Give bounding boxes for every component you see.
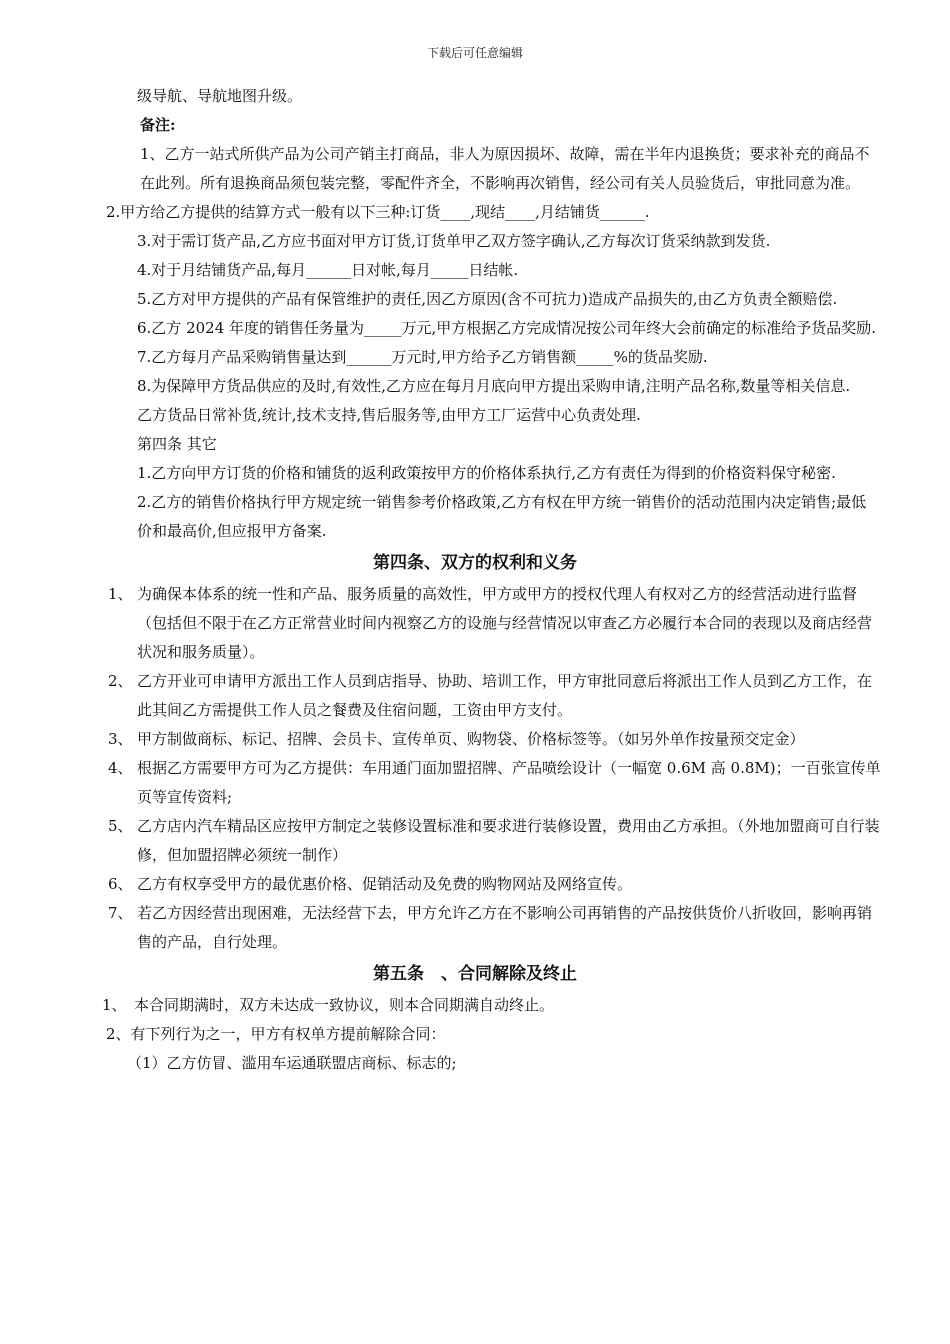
rights-text: 乙方有权享受甲方的最优惠价格、促销活动及免费的购物网站及网络宣传。 (137, 875, 633, 893)
rights-item (0, 580, 950, 667)
rights-num: 5、 (108, 817, 133, 835)
rights-num: 2、 (108, 672, 133, 690)
term-item-1: 1、 本合同期满时，双方未达成一致协议，则本合同期满自动终止。 (102, 996, 555, 1014)
page-header: 下载后可任意编辑 (426, 46, 523, 60)
intro-line: 级导航、导航地图升级。 (137, 87, 303, 105)
rights-text: 甲方制做商标、标记、招牌、会员卡、宣传单页、购物袋、价格标签等。（如另外单作按量预交定金） (137, 730, 805, 748)
item-2: 2.甲方给乙方提供的结算方式一般有以下三种:订货____,现结____,月结铺货______. (106, 203, 650, 221)
rights-item (0, 899, 950, 957)
rights-item (0, 667, 950, 725)
item-8: 8.为保障甲方货品供应的及时,有效性,乙方应在每月月底向甲方提出采购申请,注明产品名称,数量等相关信息. (137, 377, 851, 395)
item-4: 4.对于月结铺货产品,每月______日对帐,每月_____日结帐. (137, 261, 519, 279)
term-item-2-1: （1）乙方仿冒、滥用车运通联盟店商标、标志的; (127, 1054, 457, 1072)
rights-num: 7、 (108, 904, 133, 922)
remark-label: 备注: (140, 116, 176, 134)
article4-other-title: 第四条 其它 (137, 435, 217, 453)
rights-item (0, 812, 950, 870)
section4-title: 第四条、双方的权利和义务 (373, 553, 577, 573)
item-5: 5.乙方对甲方提供的产品有保管维护的责任,因乙方原因(含不可抗力)造成产品损失的,由乙方负责全额赔偿. (137, 290, 838, 308)
term-item-2: 2、有下列行为之一，甲方有权单方提前解除合同： (106, 1025, 446, 1043)
daily-service: 乙方货品日常补货,统计,技术支持,售后服务等,由甲方工厂运营中心负责处理. (137, 406, 641, 424)
rights-item (0, 870, 950, 899)
rights-text: 乙方店内汽车精品区应按甲方制定之装修设置标准和要求进行装修设置，费用由乙方承担。（外地加盟商可自行装修，但加盟招牌必须统一制作） (137, 817, 880, 864)
rights-item (0, 754, 950, 812)
item-7: 7.乙方每月产品采购销售量达到______万元时,甲方给予乙方销售额_____%的货品奖励. (137, 348, 708, 366)
rights-text: 乙方开业可申请甲方派出工作人员到店指导、协助、培训工作，甲方审批同意后将派出工作人员到乙方工作，在此其间乙方需提供工作人员之餐费及住宿问题，工资由甲方支付。 (137, 672, 873, 719)
rights-num: 6、 (108, 875, 133, 893)
document-body (0, 82, 950, 1078)
section5-title: 第五条 、合同解除及终止 (373, 964, 577, 984)
rights-num: 4、 (108, 759, 133, 777)
rights-text: 根据乙方需要甲方可为乙方提供：车用通门面加盟招牌、产品喷绘设计（一幅宽 0.6M 高 0.8M)；一百张宣传单页等宣传资料; (137, 759, 881, 806)
remark-item-1: 1、乙方一站式所供产品为公司产销主打商品，非人为原因损坏、故障，需在半年内退换货；要求补充的商品不在此列。所有退换商品须包装完整，零配件齐全，不影响再次销售，经公司有关人员验货后，审批同意为准。 (140, 145, 870, 192)
rights-num: 3、 (108, 730, 133, 748)
rights-num: 1、 (108, 585, 133, 603)
item-3: 3.对于需订货产品,乙方应书面对甲方订货,订货单甲乙双方签字确认,乙方每次订货采纳款到发货. (137, 232, 771, 250)
other-item-1: 1.乙方向甲方订货的价格和铺货的返利政策按甲方的价格体系执行,乙方有责任为得到的价格资料保守秘密. (137, 464, 836, 482)
rights-item (0, 725, 950, 754)
rights-text: 若乙方因经营出现困难，无法经营下去，甲方允许乙方在不影响公司再销售的产品按供货价八折收回，影响再销售的产品，自行处理。 (137, 904, 873, 951)
rights-text: 为确保本体系的统一性和产品、服务质量的高效性，甲方或甲方的授权代理人有权对乙方的经营活动进行监督（包括但不限于在乙方正常营业时间内视察乙方的设施与经营情况以审查乙方必履行本合同的表现以及商店经营状况和服务质量）。 (137, 585, 873, 661)
other-item-2: 2.乙方的销售价格执行甲方规定统一销售参考价格政策,乙方有权在甲方统一销售价的活动范围内决定销售;最低价和最高价,但应报甲方备案. (137, 493, 867, 540)
item-6: 6.乙方 2024 年度的销售任务量为_____万元,甲方根据乙方完成情况按公司年终大会前确定的标准给予货品奖励. (137, 319, 877, 337)
